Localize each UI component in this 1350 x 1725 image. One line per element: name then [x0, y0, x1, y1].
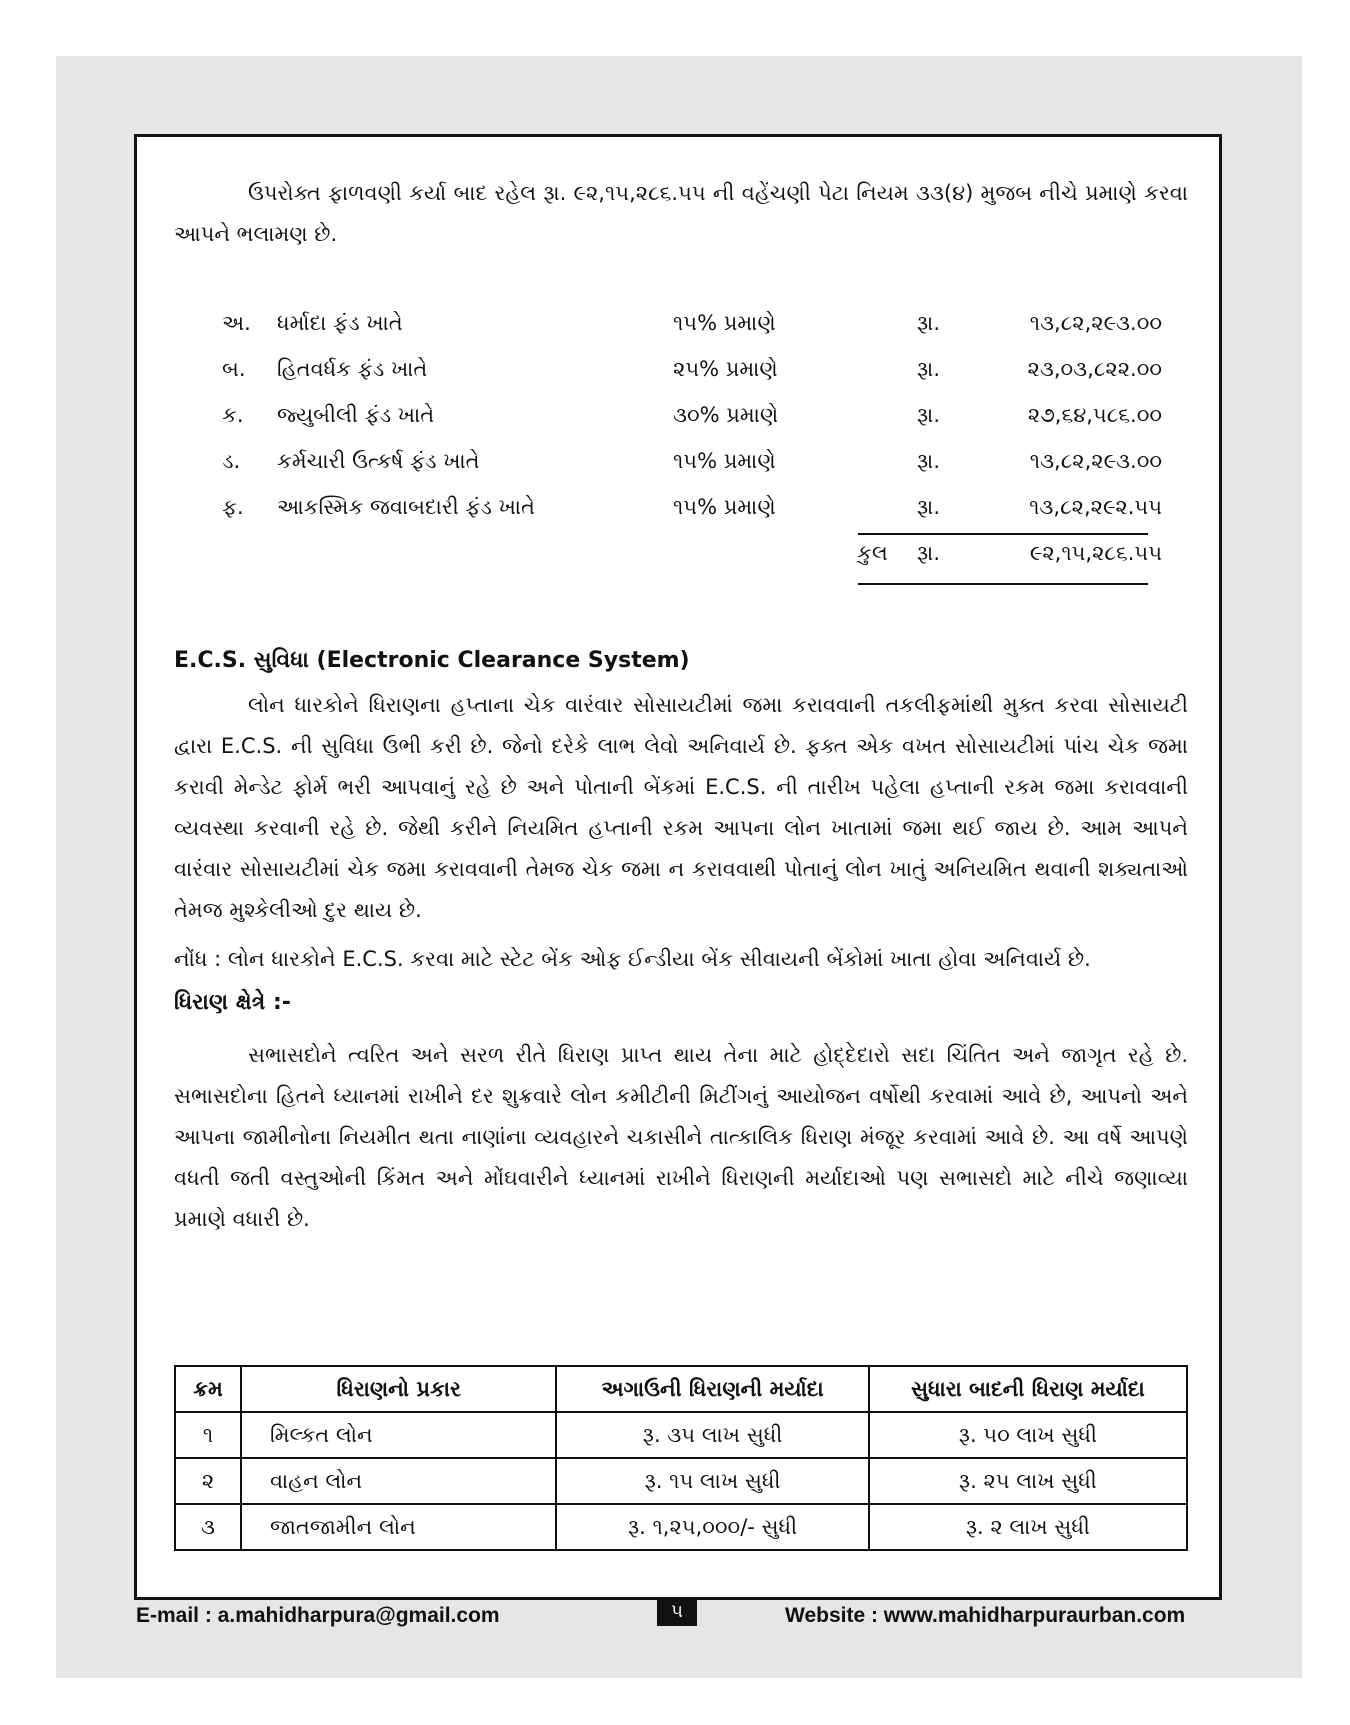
cell-serial: ૧: [175, 1412, 241, 1458]
ecs-heading: [174, 648, 690, 673]
total-amount: ૯૨,૧૫,૨૮૬.૫૫: [1029, 541, 1162, 565]
cell-revised-limit: રૂ. ૫૦ લાખ સુધી: [869, 1412, 1187, 1458]
allocation-percent: ૩૦% પ્રમાણે: [673, 403, 779, 427]
total-rule: [858, 583, 1148, 585]
allocation-letter: ડ.: [222, 449, 241, 473]
cell-serial: ૩: [175, 1504, 241, 1550]
loan-limits-table: [174, 1365, 1188, 1551]
cell-revised-limit: રૂ. ૨૫ લાખ સુધી: [869, 1458, 1187, 1504]
allocation-amount: ૧૩,૮૨,૨૯૨.૫૫: [1029, 495, 1162, 519]
footer-website[interactable]: Website : www.mahidharpuraurban.com: [785, 1604, 1186, 1627]
allocation-percent: ૧૫% પ્રમાણે: [673, 311, 776, 335]
allocation-row: [137, 351, 1225, 391]
allocation-percent: ૧૫% પ્રમાણે: [673, 449, 776, 473]
allocation-amount: ૧૩,૮૨,૨૯૩.૦૦: [1029, 449, 1162, 473]
allocation-amount: ૨૩,૦૩,૮૨૨.૦૦: [1027, 357, 1162, 381]
cell-loan-type: જાતજામીન લોન: [241, 1504, 556, 1550]
total-row: [137, 535, 1225, 575]
header-loan-type: ધિરાણનો પ્રકાર: [241, 1366, 556, 1412]
allocation-label: જ્યુબીલી ફંડ ખાતે: [277, 403, 435, 427]
allocation-letter: અ.: [222, 311, 251, 335]
content-frame: [134, 134, 1222, 1600]
footer-email[interactable]: E-mail : a.mahidharpura@gmail.com: [136, 1604, 500, 1627]
allocation-currency: રૂા.: [917, 449, 940, 473]
allocation-label: હિતવર્ધક ફંડ ખાતે: [277, 357, 428, 381]
allocation-amount: ૧૩,૮૨,૨૯૩.૦૦: [1029, 311, 1162, 335]
allocation-letter: ક.: [222, 403, 244, 427]
allocation-row: [137, 489, 1225, 529]
cell-loan-type: મિલ્કત લોન: [241, 1412, 556, 1458]
allocation-currency: રૂા.: [917, 311, 940, 335]
allocation-letter: ફ.: [222, 495, 244, 519]
allocation-currency: રૂા.: [917, 495, 940, 519]
allocation-label: ધર્માદા ફંડ ખાતે: [277, 311, 403, 335]
header-revised-limit: સુધારા બાદની ધિરાણ મર્યાદા: [869, 1366, 1187, 1412]
total-currency: રૂા.: [917, 541, 940, 565]
cell-serial: ૨: [175, 1458, 241, 1504]
table-row: [175, 1458, 1187, 1504]
allocation-label: કર્મચારી ઉત્કર્ષ ફંડ ખાતે: [277, 449, 480, 473]
allocation-label: આકસ્મિક જવાબદારી ફંડ ખાતે: [277, 495, 535, 519]
cell-previous-limit: રૂ. ૧,૨૫,૦૦૦/- સુધી: [556, 1504, 868, 1550]
header-previous-limit: અગાઉની ધિરાણની મર્યાદા: [556, 1366, 868, 1412]
table-row: [175, 1412, 1187, 1458]
cell-previous-limit: રૂ. ૩૫ લાખ સુધી: [556, 1412, 868, 1458]
table-row: [175, 1504, 1187, 1550]
page-number: ૫: [657, 1598, 697, 1626]
intro-paragraph: ઉપરોક્ત ફાળવણી કર્યા બાદ રહેલ રૂા. ૯૨,૧૫,૨૮૬.૫૫ ની વહેંચણી પેટા નિયમ ૩૩(૪) મુજબ નીચે પ્રમાણે કરવા આપને ભલામણ છે.: [174, 181, 1188, 246]
allocation-currency: રૂા.: [917, 403, 940, 427]
ecs-heading-title: E.C.S. સુવિધા: [174, 648, 309, 673]
ecs-heading-subtitle: (Electronic Clearance System): [316, 648, 690, 673]
header-serial: ક્રમ: [175, 1366, 241, 1412]
allocation-percent: ૨૫% પ્રમાણે: [673, 357, 778, 381]
allocation-row: [137, 305, 1225, 345]
cell-revised-limit: રૂ. ૨ લાખ સુધી: [869, 1504, 1187, 1550]
loan-heading: ધિરાણ ક્ષેત્રે :-: [174, 990, 291, 1015]
allocation-currency: રૂા.: [917, 357, 940, 381]
table-header-row: [175, 1366, 1187, 1412]
allocation-amount: ૨૭,૬૪,૫૮૬.૦૦: [1027, 403, 1162, 427]
ecs-note: નોંધ : લોન ધારકોને E.C.S. કરવા માટે સ્ટેટ બેંક ઓફ ઈન્ડીયા બેંક સીવાયની બેંકોમાં ખાતા હોવા અનિવાર્ય છે.: [174, 947, 1091, 971]
allocation-row: [137, 397, 1225, 437]
total-label: કુલ: [857, 541, 888, 565]
ecs-paragraph: લોન ધારકોને ધિરાણના હપ્તાના ચેક વારંવાર સોસાયટીમાં જમા કરાવવાની તકલીફમાંથી મુક્ત કરવા સોસાયટી દ્વારા E.C.S. ની સુવિધા ઉભી કરી છે. જેનો દરેકે લાભ લેવો અનિવાર્ય છે. ફક્ત એક વખત સોસાયટીમાં પાંચ ચેક જમા કરાવી મેન્ડેટ ફોર્મ ભરી આપવાનું રહે છે અને પોતાની બેંકમાં E.C.S. ની તારીખ પહેલા હપ્તાની રકમ જમા કરાવવાની વ્યવસ્થા કરવાની રહે છે. જેથી કરીને નિયમિત હપ્તાની રકમ આપના લોન ખાતામાં જમા થઈ જાય છે. આમ આપને વારંવાર સોસાયટીમાં ચેક જમા કરાવવાની તેમજ ચેક જમા ન કરાવવાથી પોતાનું લોન ખાતું અનિયમિત થવાની શક્યતાઓ તેમજ મુશ્કેલીઓ દુર થાય છે.: [174, 693, 1188, 922]
cell-loan-type: વાહન લોન: [241, 1458, 556, 1504]
allocation-row: [137, 443, 1225, 483]
allocation-percent: ૧૫% પ્રમાણે: [673, 495, 776, 519]
cell-previous-limit: રૂ. ૧૫ લાખ સુધી: [556, 1458, 868, 1504]
loan-paragraph: સભાસદોને ત્વરિત અને સરળ રીતે ધિરાણ પ્રાપ્ત થાય તેના માટે હોદ્દેદારો સદા ચિંતિત અને જાગૃત રહે છે. સભાસદોના હિતને ધ્યાનમાં રાખીને દર શુક્રવારે લોન કમીટીની મિટીંગનું આયોજન વર્ષોથી કરવામાં આવે છે, આપનો અને આપના જામીનોના નિયમીત થતા નાણાંના વ્યવહારને ચકાસીને તાત્કાલિક ધિરાણ મંજૂર કરવામાં આવે છે. આ વર્ષે આપણે વધતી જતી વસ્તુઓની કિંમત અને મોંઘવારીને ધ્યાનમાં રાખીને ધિરાણની મર્યાદાઓ પણ સભાસદો માટે નીચે જણાવ્યા પ્રમાણે વધારી છે.: [174, 1043, 1188, 1231]
allocation-letter: બ.: [222, 357, 246, 381]
